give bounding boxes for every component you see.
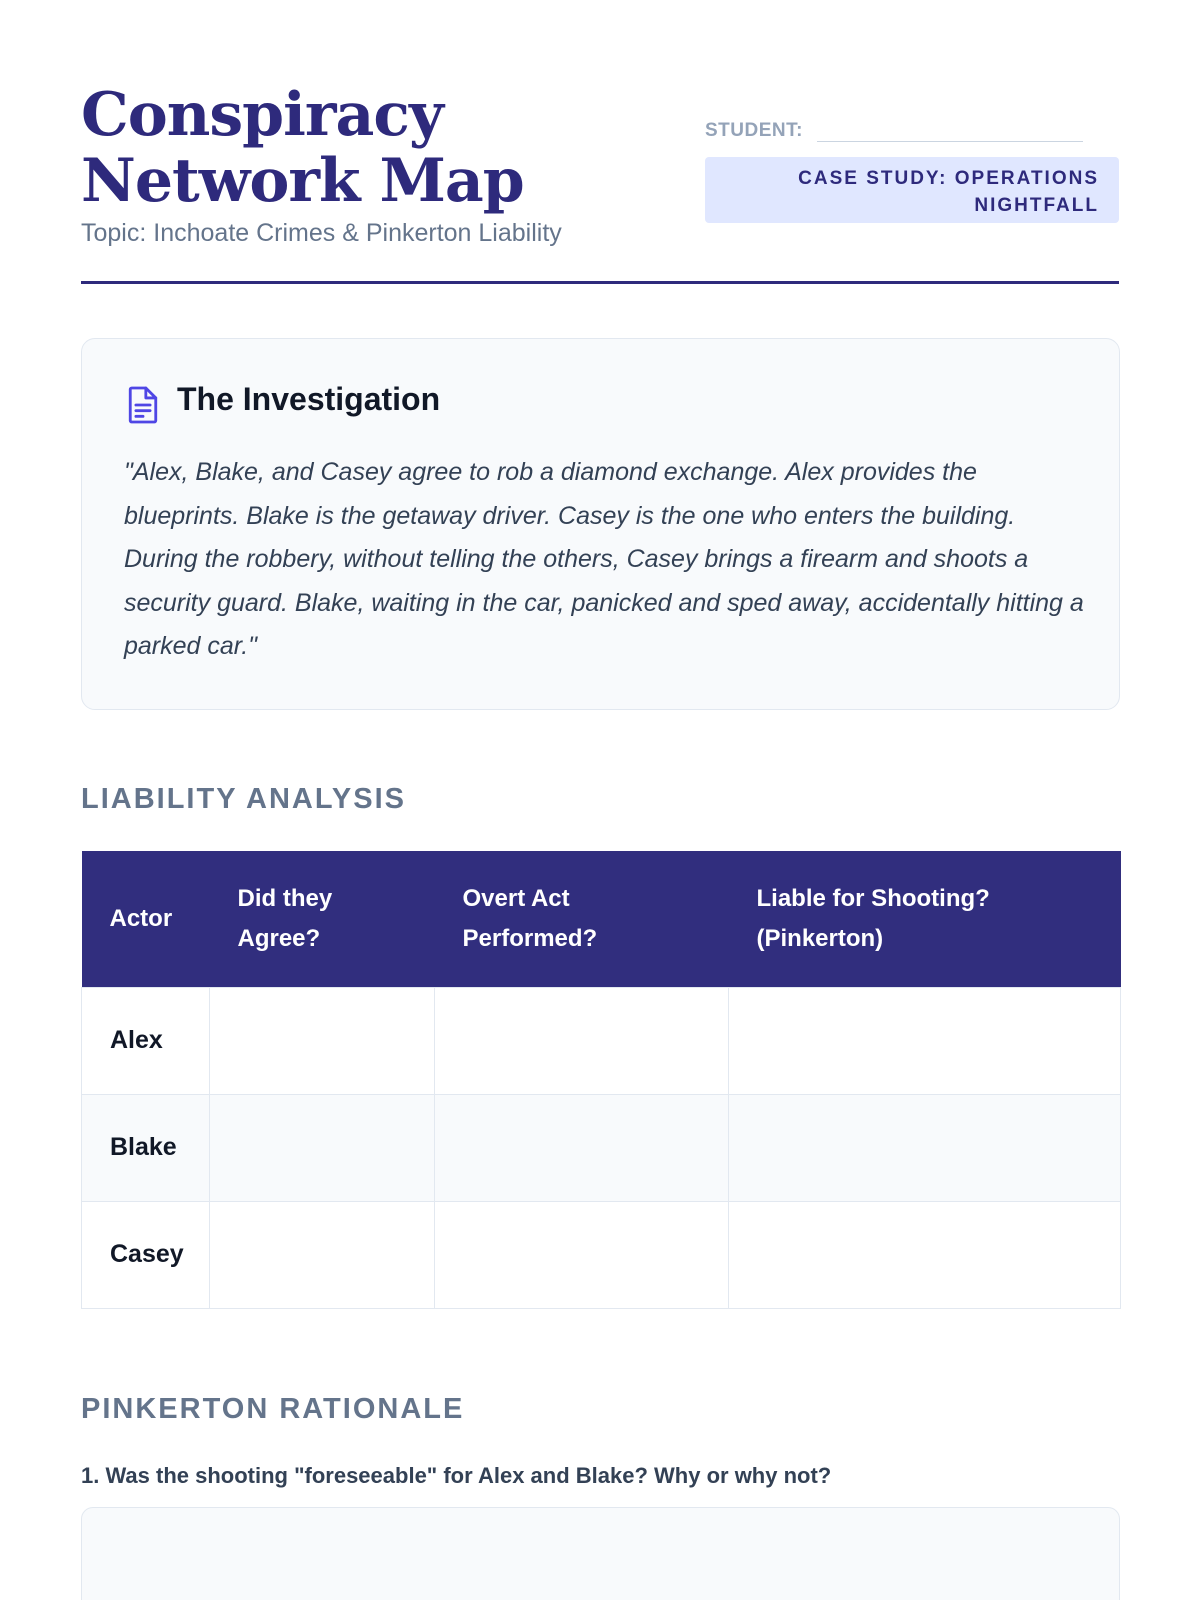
table-header-row bbox=[82, 851, 1121, 987]
column-header-overt-act: Overt Act Performed? bbox=[435, 851, 729, 987]
page-subtitle: Topic: Inchoate Crimes & Pinkerton Liability bbox=[81, 219, 562, 247]
column-header-liable: Liable for Shooting? (Pinkerton) bbox=[729, 851, 1121, 987]
table-row bbox=[82, 987, 1121, 1094]
actor-cell: Casey bbox=[82, 1201, 210, 1308]
column-header-agree: Did they Agree? bbox=[210, 851, 435, 987]
overt-act-cell[interactable] bbox=[435, 987, 729, 1094]
agree-cell[interactable] bbox=[210, 987, 435, 1094]
agree-cell[interactable] bbox=[210, 1201, 435, 1308]
actor-cell: Blake bbox=[82, 1094, 210, 1201]
student-row bbox=[705, 112, 1083, 142]
column-header-actor: Actor bbox=[82, 851, 210, 987]
liable-cell[interactable] bbox=[729, 987, 1121, 1094]
table-row bbox=[82, 1201, 1121, 1308]
student-name-field[interactable] bbox=[817, 112, 1083, 142]
investigation-scenario: "Alex, Blake, and Casey agree to rob a diamond exchange. Alex provides the blueprints. Blake is the getaway driver. Casey is the one who enters the building. During the robbery, without telling the others, Casey brings a firearm and shoots a security guard. Blake, waiting in the car, panicked and sped away, accidentally hitting a parked car." bbox=[124, 458, 1084, 660]
liability-analysis-heading: LIABILITY ANALYSIS bbox=[81, 783, 406, 815]
liable-cell[interactable] bbox=[729, 1201, 1121, 1308]
investigation-card bbox=[81, 338, 1120, 710]
investigation-heading: The Investigation bbox=[177, 381, 441, 417]
liability-table bbox=[81, 851, 1121, 1309]
question-1: 1. Was the shooting "foreseeable" for Alex and Blake? Why or why not? bbox=[81, 1463, 832, 1488]
answer-box-1[interactable] bbox=[81, 1507, 1120, 1600]
agree-cell[interactable] bbox=[210, 1094, 435, 1201]
document-icon bbox=[126, 385, 160, 425]
liable-cell[interactable] bbox=[729, 1094, 1121, 1201]
case-study-badge: CASE STUDY: OPERATIONS NIGHTFALL bbox=[705, 157, 1119, 223]
student-label: STUDENT: bbox=[705, 120, 803, 141]
pinkerton-rationale-heading: PINKERTON RATIONALE bbox=[81, 1393, 465, 1425]
overt-act-cell[interactable] bbox=[435, 1201, 729, 1308]
page-title: Conspiracy Network Map bbox=[81, 80, 524, 216]
table-row bbox=[82, 1094, 1121, 1201]
actor-cell: Alex bbox=[82, 987, 210, 1094]
overt-act-cell[interactable] bbox=[435, 1094, 729, 1201]
worksheet-header bbox=[81, 0, 1119, 284]
